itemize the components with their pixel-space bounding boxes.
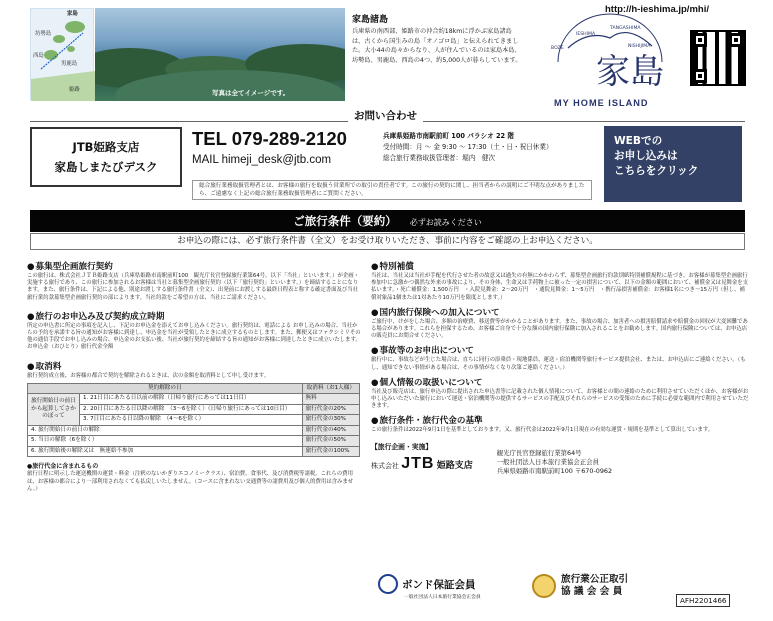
phone-number[interactable]: TEL 079-289-2120 xyxy=(192,128,347,149)
map-label-tanga: 男鹿島 xyxy=(61,61,78,67)
section-price-includes xyxy=(27,463,362,493)
logo-title: 家島 xyxy=(596,52,664,92)
section-title: ● 募集型企画旅行契約 xyxy=(27,262,362,273)
table-header-fee: 取消料（お1人様） xyxy=(302,383,359,394)
office-hours: 受付時間：月 ～ 金 9:30 ～ 17:30（土・日・祝日休業） xyxy=(383,143,553,151)
section-contract xyxy=(27,262,362,302)
table-row xyxy=(28,446,360,457)
conditions-title: ご旅行条件（要約） xyxy=(293,214,397,228)
table-cell-day: 5. 当日の解除（6を除く） xyxy=(28,436,303,447)
section-title: ● 旅行のお申込み及び契約成立時期 xyxy=(27,312,362,323)
section-title: ● 事故等のお申出について xyxy=(371,346,749,357)
table-cell-fee: 旅行代金の40% xyxy=(302,425,359,436)
plan-title: 【旅行企画・実施】 xyxy=(371,442,433,451)
section-body: 旅行日程に明示した運送機関の運賃・料金（注釈のないかぎりエコノミークラス）、宿泊費、食事代、及び消費税等諸税。これらの費用は、お客様の都合により一部利用されなくても払戻しいたしません。（コースに含まれない交通費等の諸費用及び個人的費用は含みません。） xyxy=(27,471,354,492)
section-cancellation xyxy=(27,362,362,458)
plan-info-line: 観光庁長官登録旅行業第64号 xyxy=(496,448,582,457)
islands-map xyxy=(30,8,94,100)
office-manager: 総合旅行業務取扱管理者：堀内 健次 xyxy=(383,154,496,162)
section-application xyxy=(27,312,362,352)
qr-code-icon[interactable] xyxy=(690,30,746,86)
section-body: 旅行契約成立後、お客様の都合で契約を解除されるときは、次の金額を取消料として申し受けます。 xyxy=(27,372,270,379)
table-cell-day: 2. 20日目にあたる日以降の解除 （3～6を除く）（日帰り旅行にあっては10日目） xyxy=(80,404,303,415)
cancellation-fee-table xyxy=(27,383,360,458)
logo-island-boze: BOZE xyxy=(551,46,564,51)
map-label-nishijima: 西島 xyxy=(33,53,44,59)
table-row xyxy=(28,425,360,436)
branch-box xyxy=(30,127,182,187)
company-line xyxy=(371,455,473,473)
company-prefix: 株式会社 xyxy=(371,461,399,470)
price-note-title: 旅行代金に含まれるもの xyxy=(32,463,99,471)
my-home-island-logo xyxy=(548,8,672,108)
section-body: 所定の申込書に所定の事項を記入し、下記のお申込金を添えてお申し込みください。旅行契約は、電話による お申し込みの場合、当社からの予約を承諾する旨の通知がお客様に到達し、申込金を当社が受領したときに成立するものとします。また、郵便又はファクシミリその他の通信手段でお申し込みの場合、申込金のお支払い後、当社が旅行契約を締結する旨の通知がお客様に到達したときに成立いたします。お申込金（おひとり）旅行代金全額 xyxy=(27,322,361,351)
logo-island-nishijima: NISHIJIMA xyxy=(628,44,651,49)
web-button-line3: こちらをクリック xyxy=(614,165,699,177)
fair-trade-seal-icon xyxy=(532,574,556,598)
fair-trade-line1: 旅行業公正取引 xyxy=(561,574,629,585)
section-title: ● 個人情報の取扱いについて xyxy=(371,378,749,389)
table-cell-fee: 旅行代金の30% xyxy=(302,415,359,426)
section-body: ご旅行中、けがをした場合、多額の治療費、移送費等がかかることがあります。また、事故の場合、加害者への損害賠償請求や賠償金の回収が大変困難である場合があります。これらを担保するため、お客様ご自身で十分な額の国内旅行保険に加入されることをお勧めします。国内旅行保険については、お申込店の販売員にお問合せください。 xyxy=(371,318,748,340)
fair-trade-line2: 協 議 会 会 員 xyxy=(561,586,623,597)
branch-name: JTB姫路支店 xyxy=(72,140,140,154)
logo-island-ieshima: IESHIMA xyxy=(576,32,596,37)
section-title: ● 旅行条件・旅行代金の基準 xyxy=(371,416,749,427)
section-body: この旅行は、株式会社ＪＴＢ姫路支店（兵庫県姫路市南駅前町100 観光庁長官登録旅行業第64号。以下「当社」といいます。）が企画・実施する旅行であり、この旅行に参加されるお客様は当社と募集型企画旅行契約（以下「旅行契約」といいます。）を締結することになります。また、旅行条件は、下記による他、別途お渡しする旅行条件書（全文）、出発前にお渡しする最終日程表と称する確定書面及び当社旅行業約款募集型企画旅行契約の部によります。当社約款をご希望の方は、当社にご請求ください。 xyxy=(27,273,360,301)
section-privacy xyxy=(371,378,749,411)
web-button-line2: お申し込みは xyxy=(614,150,678,162)
section-body: 旅行中に、事故などが生じた場合は、直ちに同行の添乗員・現地係員、運送・宿泊機関等旅行サービス提供会社、または、お申込店にご連絡ください。（もし、通知できない事情がある場合は、その事情がなくなり次第ご連絡ください。） xyxy=(371,357,746,371)
map-label-himeji: 姫路 xyxy=(69,87,80,93)
plan-footer xyxy=(371,441,749,476)
fair-trade-text xyxy=(561,574,628,598)
bond-title: ボンド保証会員 xyxy=(402,578,476,591)
section-title: ● 取消料 xyxy=(27,362,362,373)
table-cell-day: 6. 旅行開始後の解除又は 無連絡不参加 xyxy=(28,446,303,457)
section-body: 当社及び販売店は、旅行申込の際に提出された申込書等に記載された個人情報について、お客様との間の連絡のために利用させていただくほか、お客様がお申し込みいただいた旅行において運送・宿泊機関等の提供するサービスの手配及びそれらのサービスの受領のために手続に必要な範囲内で利用させていただきます。 xyxy=(371,388,749,410)
table-cell-fee: 旅行代金の100% xyxy=(302,446,359,457)
conditions-notice: お申込の際には、必ず旅行条件書（全文）をお受け取りいただき、事前に内容をご確認の上お申込ください。 xyxy=(30,233,745,250)
map-label-ieshima: 家島 xyxy=(67,11,78,17)
map-label-boze: 坊勢島 xyxy=(35,31,52,37)
office-address: 兵庫県姫路市南駅前町 100 パラシオ 22 階 xyxy=(383,132,515,140)
conditions-subtitle: 必ずお読みください xyxy=(409,218,482,227)
section-insurance xyxy=(371,308,749,341)
manager-legal-note: 総合旅行業務取扱管理者とは、お客様の旅行を取扱う営業所での取引の責任者です。この旅行の契約に関し、担当者からの説明にご不明な点がありましたら、ご遠慮なく上記の総合旅行業務取扱管理者にご質問ください。 xyxy=(192,180,592,200)
table-row xyxy=(28,394,360,405)
web-button-line1: WEBでの xyxy=(614,135,663,147)
section-title: ● 特別補償 xyxy=(371,262,749,273)
intro-title: 家島諸島 xyxy=(352,15,389,25)
desk-name: 家島しまたびデスク xyxy=(54,160,158,174)
section-accidents xyxy=(371,346,749,371)
table-cell-fee: 無料 xyxy=(302,394,359,405)
office-info xyxy=(383,131,553,164)
web-apply-button[interactable] xyxy=(604,126,742,202)
plan-info xyxy=(497,449,612,476)
bond-guarantee-badge xyxy=(378,574,476,594)
section-special-compensation xyxy=(371,262,749,302)
conditions-left-column xyxy=(27,262,362,499)
bond-subtitle: 一般社団法人日本旅行業協会正会員 xyxy=(404,595,481,600)
table-cell-fee: 旅行代金の20% xyxy=(302,404,359,415)
plan-info-line: 一般社団法人日本旅行業協会正会員 xyxy=(496,457,599,466)
intro-text: 兵庫県の南西部、姫路市の沖合約18kmに浮かぶ家島諸島は、古くから国生みの島「オノゴロ島」と伝えられてきました。大小44の島々からなり、人が住んでいるのは家島本島、坊勢島、男鹿島、西島の4つ、約5,000人が暮らしています。 xyxy=(352,28,522,64)
table-group-label: 旅行開始日の前日から起算してさかのぼって xyxy=(28,394,80,426)
section-body: この旅行条件は2022年9月1日を基準としております。又、旅行代金は2022年9月1日現在の有効な運賃・規則を基準として算出しています。 xyxy=(371,427,714,434)
plan-info-line: 兵庫県姫路市南駅前町100 〒670-0962 xyxy=(496,466,613,475)
logo-subtitle: MY HOME ISLAND xyxy=(554,98,649,108)
logo-island-tanga: TANGASHIMA xyxy=(610,26,641,31)
fair-trade-badge xyxy=(532,574,628,598)
site-url-link[interactable]: http://h-ieshima.jp/mhi/ xyxy=(605,4,709,15)
plan-company xyxy=(371,441,473,476)
contact-heading-rule xyxy=(30,108,745,122)
company-branch: 姫路支店 xyxy=(436,460,473,471)
document-code: AFH2201466 xyxy=(676,594,730,607)
conditions-banner xyxy=(30,210,745,232)
contact-heading: お問い合わせ xyxy=(348,108,423,123)
table-cell-day: 3. 7日目にあたる日以降の解除 （4～6を除く） xyxy=(80,415,303,426)
section-price-basis xyxy=(371,416,749,434)
section-body: 当社は、当社又は当社が手配を代行させた者の故意又は過失の有無にかかわらず、募集型企画旅行約款別紙特別補償規程に基づき、お客様が募集型企画旅行参加中に急激かつ偶然な外来の事故により、その身体、生命又は手荷物上に被った一定の損害について、以下の金額の範囲において、補償金又は見舞金を支払います。・死亡補償金：1,500万円 ・入院見舞金：2～20万円 ・通院見舞金：1～5万円 ・携行品損害補償金：お客様1名につき～15万円（但し、補償対象品1個または1対あたり10万円を限度とします。） xyxy=(371,273,749,301)
section-title: ● 国内旅行保険への加入について xyxy=(371,308,749,319)
table-cell-day: 4. 旅行開始日の前日の解除 xyxy=(28,425,303,436)
table-row xyxy=(28,436,360,447)
conditions-right-column xyxy=(371,262,749,476)
table-cell-day: 1. 21日目にあたる日以前の解除（日帰り旅行にあっては11日目） xyxy=(80,394,303,405)
bond-seal-icon xyxy=(378,574,398,594)
jtb-logo: JTB xyxy=(401,454,435,472)
email-address[interactable]: MAIL himeji_desk@jtb.com xyxy=(192,154,332,166)
photo-caption: 写真は全てイメージです。 xyxy=(212,89,290,97)
bullet-icon: ● xyxy=(27,463,33,471)
table-header-day: 契約解除の日 xyxy=(28,383,303,394)
table-cell-fee: 旅行代金の50% xyxy=(302,436,359,447)
